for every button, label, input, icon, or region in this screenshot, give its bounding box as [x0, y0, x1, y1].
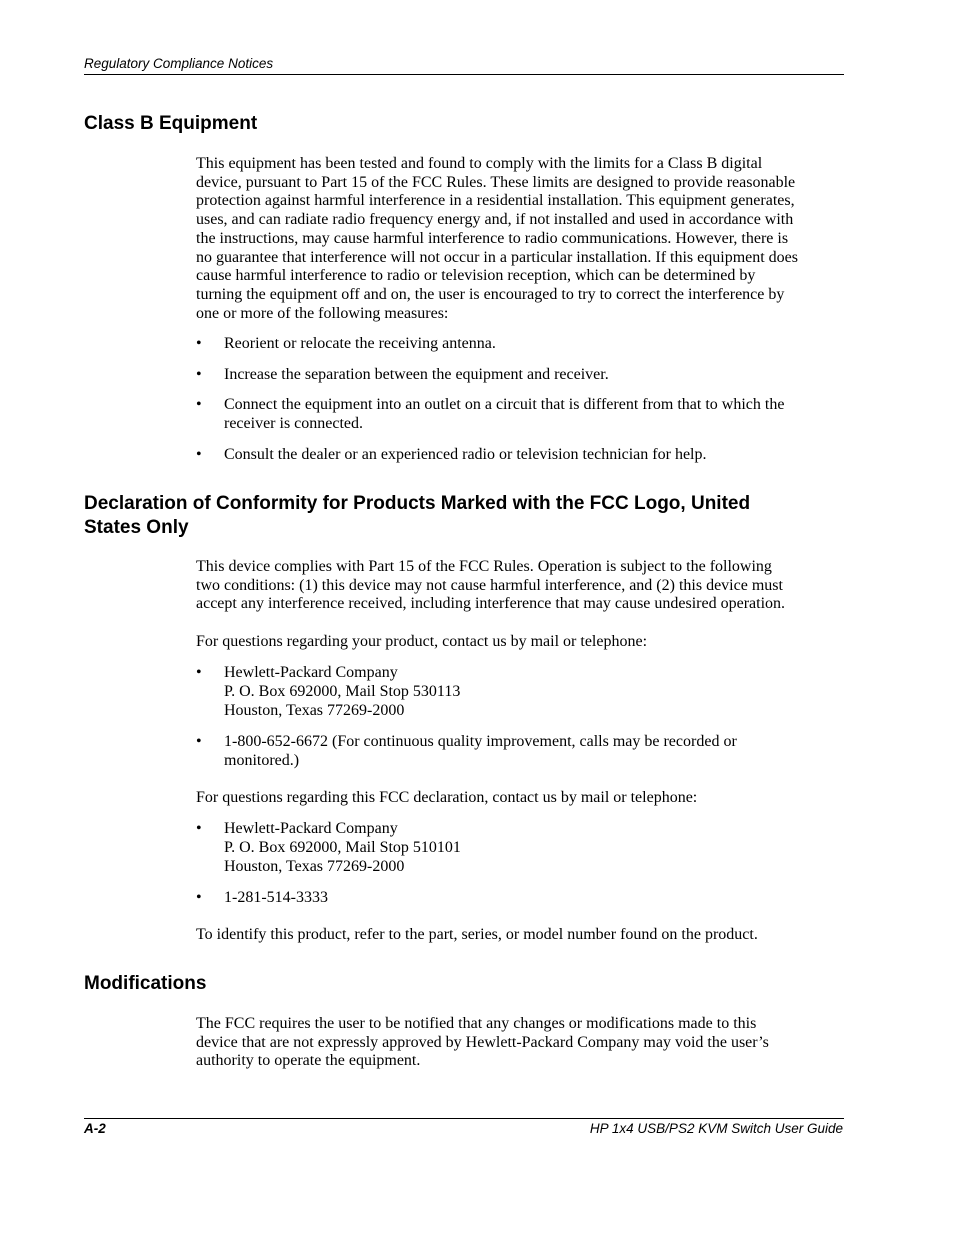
text-line: This device complies with Part 15 of the FCC Rules. Operation is subject to the following — [196, 558, 772, 575]
identify-text: To identify this product, refer to the part, series, or model number found on the product. — [196, 926, 758, 943]
bullet-icon: • — [196, 396, 202, 413]
text-line: turning the equipment off and on, the user is encouraged to try to correct the interference by — [196, 285, 785, 303]
page-number: A-2 — [84, 1121, 106, 1136]
header-rule — [84, 74, 844, 75]
list-item-text: Houston, Texas 77269-2000 — [224, 858, 405, 875]
list-item-text: 1-800-652-6672 (For continuous quality improvement, calls may be recorded or — [224, 733, 737, 750]
text-line: device, pursuant to Part 15 of the FCC Rules. These limits are designed to provide reasonable — [196, 173, 796, 191]
text-line: accept any interference received, including interference that may cause undesired operation. — [196, 595, 786, 613]
guide-title: HP 1x4 USB/PS2 KVM Switch User Guide — [589, 1121, 843, 1136]
list-item — [196, 395, 844, 433]
list-item-text: Hewlett-Packard Company — [224, 820, 398, 837]
fcc-questions-text: For questions regarding this FCC declaration, contact us by mail or telephone: — [196, 789, 698, 806]
text-line: no guarantee that interference will not occur in a particular installation. If this equipment does — [196, 248, 799, 266]
list-item — [196, 365, 844, 384]
text-line: two conditions: (1) this device may not cause harmful interference, and (2) this device must — [196, 576, 783, 594]
list-item-text: P. O. Box 692000, Mail Stop 530113 — [224, 683, 461, 700]
text-line: This equipment has been tested and found to comply with the limits for a Class B digital — [196, 155, 763, 172]
text-line: The FCC requires the user to be notified that any changes or modifications made to this — [196, 1015, 757, 1032]
modifications-paragraph — [196, 1015, 844, 1071]
list-item — [196, 663, 844, 720]
bullet-icon: • — [196, 446, 202, 463]
list-item-text: Connect the equipment into an outlet on a circuit that is different from that to which the — [224, 396, 785, 413]
class-b-paragraph — [196, 155, 844, 323]
list-item-text: Reorient or relocate the receiving antenna. — [224, 335, 496, 352]
text-line: uses, and can radiate radio frequency energy and, if not installed and used in accordance with — [196, 211, 794, 229]
text-line: protection against harmful interference in a residential installation. This equipment generates, — [196, 192, 795, 210]
list-item — [196, 445, 844, 464]
list-item — [196, 334, 844, 353]
list-item — [196, 888, 844, 907]
list-item-text: Houston, Texas 77269-2000 — [224, 702, 405, 719]
list-item-text: 1-281-514-3333 — [224, 889, 328, 906]
text-line: device that are not expressly approved by Hewlett-Packard Company may void the user’s — [196, 1033, 769, 1051]
text-line: authority to operate the equipment. — [196, 1052, 421, 1070]
list-item — [196, 819, 844, 876]
list-item-text: Consult the dealer or an experienced radio or television technician for help. — [224, 446, 707, 463]
heading-line: Declaration of Conformity for Products Marked with the FCC Logo, United — [84, 493, 751, 514]
text-line: the instructions, may cause harmful interference to radio communications. However, there is — [196, 229, 789, 247]
footer-rule — [84, 1118, 844, 1119]
declaration-heading — [84, 492, 824, 540]
list-item-text: P. O. Box 692000, Mail Stop 510101 — [224, 839, 461, 856]
text-line: cause harmful interference to radio or television reception, which can be determined by — [196, 267, 756, 285]
list-item-text: Hewlett-Packard Company — [224, 664, 398, 681]
list-item-text: receiver is connected. — [224, 415, 364, 432]
list-item-text: monitored.) — [224, 752, 300, 769]
heading-line: States Only — [84, 517, 189, 538]
running-header: Regulatory Compliance Notices — [84, 56, 274, 71]
class-b-heading: Class B Equipment — [84, 113, 258, 134]
text-line: one or more of the following measures: — [196, 304, 449, 322]
bullet-icon: • — [196, 335, 202, 352]
list-item-text: Increase the separation between the equipment and receiver. — [224, 366, 609, 383]
bullet-icon: • — [196, 889, 202, 906]
declaration-intro — [196, 558, 844, 614]
bullet-icon: • — [196, 366, 202, 383]
list-item — [196, 732, 844, 770]
bullet-icon: • — [196, 820, 202, 837]
bullet-icon: • — [196, 733, 202, 750]
modifications-heading: Modifications — [84, 973, 207, 994]
product-questions-text: For questions regarding your product, contact us by mail or telephone: — [196, 633, 648, 650]
bullet-icon: • — [196, 664, 202, 681]
